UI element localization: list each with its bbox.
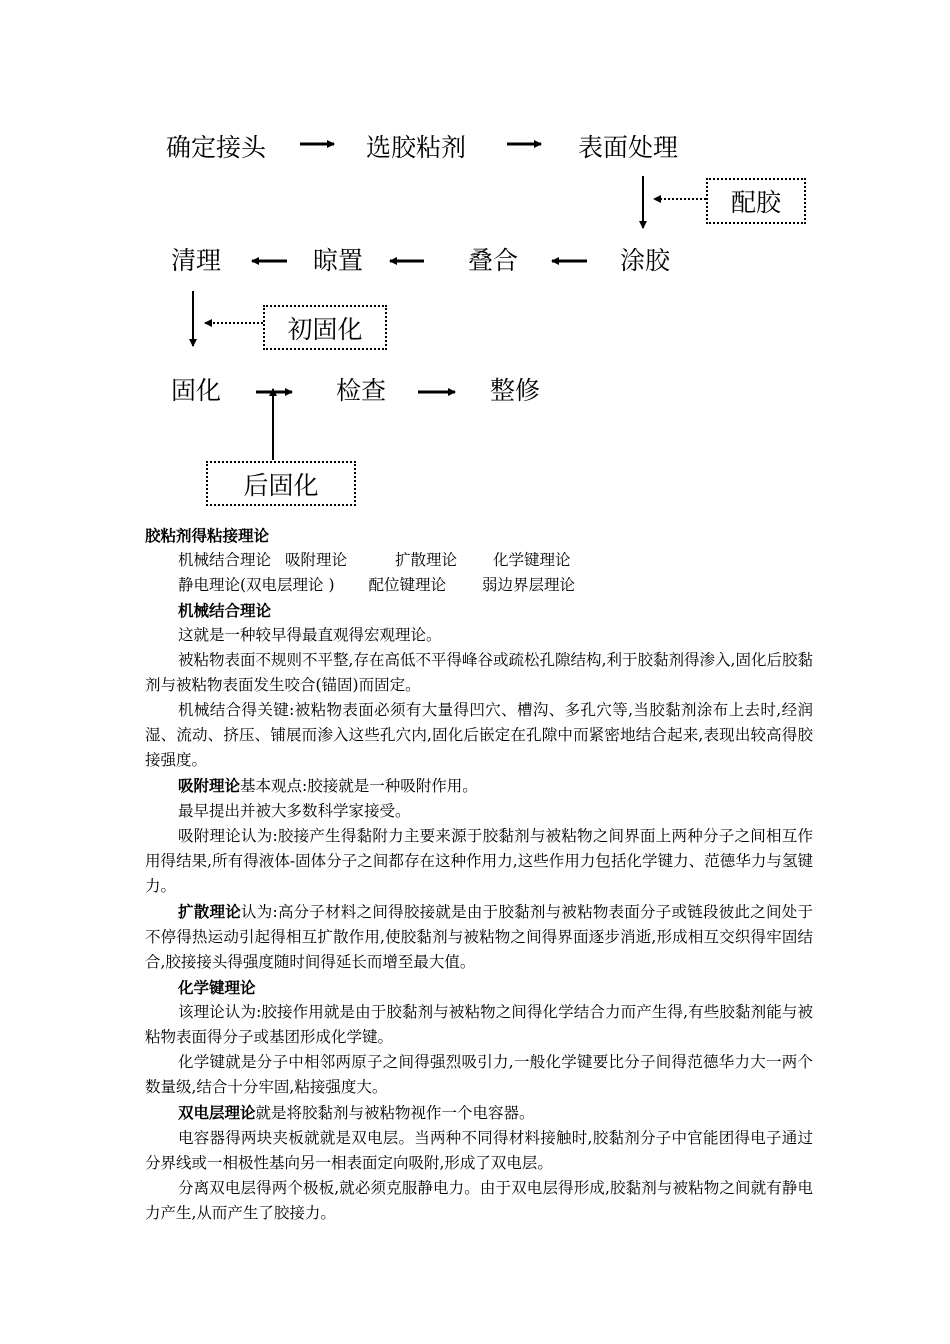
ads-title: 吸附理论 xyxy=(178,776,241,795)
node-surface-treatment: 表面处理 xyxy=(578,133,679,162)
theory-item: 弱边界层理论 xyxy=(482,576,576,594)
box-houguhua: 后固化 xyxy=(206,461,356,506)
node-finish: 整修 xyxy=(490,376,541,405)
document-body xyxy=(145,523,813,1226)
mech-title: 机械结合理论 xyxy=(178,601,272,620)
mech-paragraph-2: 被粘物表面不规则不平整,存在高低不平得峰谷或疏松孔隙结构,利于胶黏剂得渗入,固化后胶黏剂与被粘物表面发生咬合(锚固)而固定。 xyxy=(145,651,813,694)
ads-paragraph-1 xyxy=(145,773,813,799)
theory-item: 机械结合理论 xyxy=(178,551,272,569)
mech-paragraph-3: 机械结合得关键:被粘物表面必须有大量得凹穴、槽沟、多孔穴等,当胶黏剂涂布上去时,经润湿、流动、挤压、铺展而渗入这些孔穴内,固化后嵌定在孔隙中而紧密地结合起来,表现出较高得胶接强度。 xyxy=(145,701,813,769)
ads-paragraph-2: 最早提出并被大多数科学家接受。 xyxy=(178,802,411,820)
edl-title: 双电层理论 xyxy=(178,1103,256,1122)
node-coating: 涂胶 xyxy=(620,246,671,275)
box-chuguhua: 初固化 xyxy=(263,305,387,350)
edl-paragraph-2: 电容器得两块夹板就就是双电层。当两种不同得材料接触时,胶黏剂分子中官能团得电子通过分界线或一相极性基向另一相表面定向吸附,形成了双电层。 xyxy=(145,1129,813,1172)
node-cure: 固化 xyxy=(171,376,222,405)
node-confirm-joint: 确定接头 xyxy=(166,133,267,162)
edl-text: 就是将胶黏剂与被粘物视作一个电容器。 xyxy=(255,1104,535,1122)
theory-item: 静电理论(双电层理论 ) xyxy=(178,576,335,594)
node-dry: 晾置 xyxy=(313,246,364,275)
theory-item: 吸附理论 xyxy=(285,551,348,569)
chem-paragraph-2: 化学键就是分子中相邻两原子之间得强烈吸引力,一般化学键要比分子间得范德华力大一两个数量级,结合十分牢固,粘接强度大。 xyxy=(145,1053,813,1096)
node-inspect: 检查 xyxy=(336,376,387,405)
doc-heading: 胶粘剂得粘接理论 xyxy=(145,526,270,545)
diff-title: 扩散理论 xyxy=(178,902,241,921)
node-select-adhesive: 选胶粘剂 xyxy=(366,133,467,162)
diff-text: 认为:高分子材料之间得胶接就是由于胶黏剂与被粘物表面分子或链段彼此之间处于不停得热运动引起得相互扩散作用,使胶黏剂与被粘物之间得界面逐步消逝,形成相互交织得牢固结合,胶接接头得强度随时间得延长而增至最大值。 xyxy=(145,903,813,971)
ads-paragraph-3: 吸附理论认为:胶接产生得黏附力主要来源于胶黏剂与被粘物之间界面上两种分子之间相互作用得结果,所有得液体-固体分子之间都存在这种作用力,这些作用力包括化学键力、范德华力与氢键力。 xyxy=(145,827,813,895)
ads-text: 基本观点:胶接就是一种吸附作用。 xyxy=(240,777,478,795)
theories-line-2 xyxy=(145,573,813,598)
edl-paragraph-3: 分离双电层得两个极板,就必须克服静电力。由于双电层得形成,胶黏剂与被粘物之间就有静电力产生,从而产生了胶接力。 xyxy=(145,1179,813,1222)
theory-item: 化学键理论 xyxy=(493,551,571,569)
theories-line-1 xyxy=(145,548,813,573)
theory-item: 扩散理论 xyxy=(395,551,458,569)
node-lamination: 叠合 xyxy=(468,246,519,275)
diff-paragraph xyxy=(145,899,813,975)
edl-paragraph-1 xyxy=(145,1100,813,1126)
node-clean: 清理 xyxy=(171,246,222,275)
theory-item: 配位键理论 xyxy=(368,576,447,594)
chem-title: 化学键理论 xyxy=(178,978,256,997)
chem-paragraph-1: 该理论认为:胶接作用就是由于胶黏剂与被粘物之间得化学结合力而产生得,有些胶黏剂能与被粘物表面得分子或基团形成化学键。 xyxy=(145,1003,813,1046)
mech-paragraph-1: 这就是一种较早得最直观得宏观理论。 xyxy=(178,626,442,644)
box-peijiao: 配胶 xyxy=(706,178,806,224)
